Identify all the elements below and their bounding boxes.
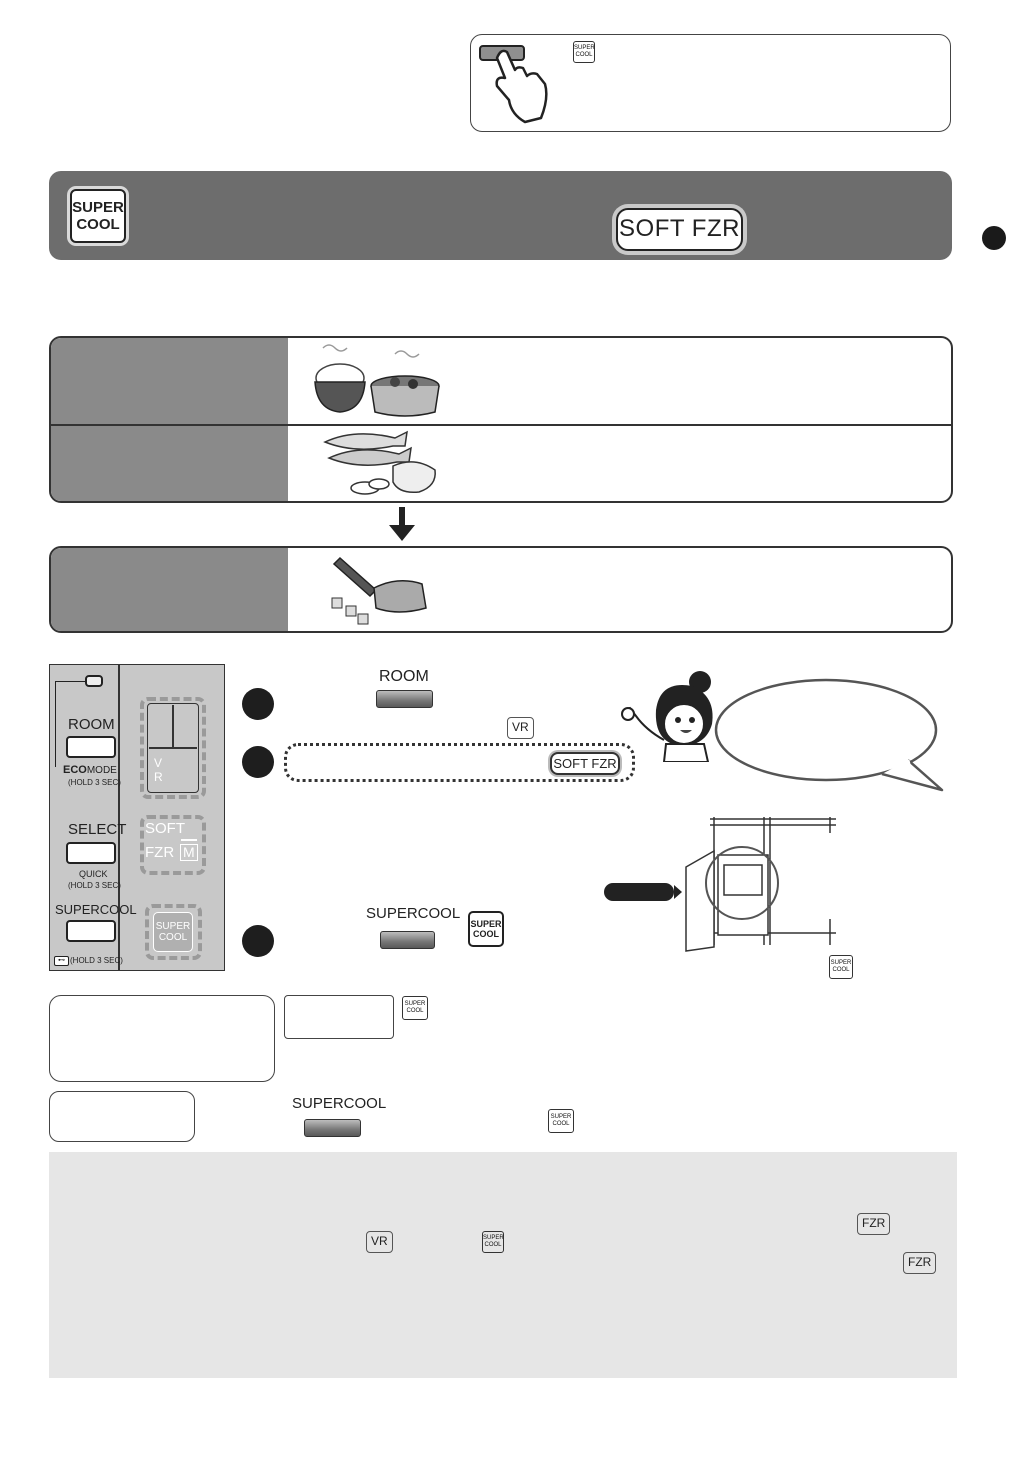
hot-food-illustration [305, 340, 450, 420]
supercool-display-icon [153, 912, 193, 952]
fzr-label-badge: FZR [903, 1252, 936, 1274]
step3-icon-line1: SUPER [470, 919, 502, 929]
banner-icon-line2: COOL [76, 216, 120, 233]
room-button-graphic [376, 690, 433, 708]
quick-label: QUICK [79, 869, 108, 879]
soft-fzr-badge: SOFT FZR [616, 208, 743, 251]
room-button-label: ROOM [379, 668, 429, 685]
supercool-icon [468, 911, 504, 947]
supercool-label: SUPERCOOL [55, 902, 137, 917]
vr-display-grid-h [149, 747, 197, 749]
note-box-small [49, 1091, 195, 1142]
section-bullet [982, 226, 1006, 250]
display-cool: COOL [158, 932, 188, 943]
supercool-icon [402, 996, 428, 1020]
select-button[interactable] [66, 842, 116, 864]
fzr-bar-indicator [181, 839, 197, 841]
eco-mode-label [63, 764, 117, 776]
cutting-meat-illustration [318, 550, 440, 628]
supercool-icon [482, 1231, 504, 1253]
cancel-icon-line1: SUPER [550, 1114, 572, 1120]
supercool-button-label: SUPERCOOL [292, 1095, 387, 1112]
soft-text: SOFT [145, 820, 185, 837]
step-1-marker [242, 688, 274, 720]
supercool-button[interactable] [66, 920, 116, 942]
lock-icon: ⊷ [54, 956, 69, 966]
fridge-icon-line1: SUPER [830, 960, 852, 966]
mode-text: MODE [86, 765, 117, 776]
fzr-text: FZR [145, 844, 175, 861]
v-letter: V [154, 756, 163, 770]
notes-icon-line2: COOL [484, 1242, 502, 1248]
fridge-illustration [604, 815, 840, 955]
select-label: SELECT [68, 821, 127, 838]
notes-icon-line1: SUPER [483, 1235, 504, 1241]
note-tag [284, 995, 394, 1039]
supercool-icon [548, 1109, 574, 1133]
soft-fzr-small-badge: SOFT FZR [550, 752, 620, 775]
r-letter: R [154, 770, 163, 784]
fzr-label-badge: FZR [857, 1213, 890, 1235]
supercool-button-graphic [304, 1119, 361, 1137]
supercool-banner [49, 171, 952, 260]
row-divider [51, 424, 951, 426]
supercool-icon [829, 955, 853, 979]
food-table-left-column [51, 338, 288, 501]
supercool-icon [70, 189, 126, 243]
hold-3-sec-label: (HOLD 3 SEC) [68, 881, 121, 890]
supercool-icon-line1: SUPER [574, 45, 595, 51]
note-icon-line1: SUPER [404, 1001, 426, 1007]
room-label: ROOM [68, 716, 115, 733]
supercool-icon [573, 41, 595, 63]
supercool-icon-line2: COOL [575, 52, 593, 58]
hold-3-sec-label: (HOLD 3 SEC) [70, 956, 123, 965]
finger-press-icon [475, 38, 555, 130]
vr-label-badge: VR [366, 1231, 393, 1253]
supercool-button-label: SUPERCOOL [366, 905, 461, 922]
display-super: SUPER [155, 921, 191, 932]
speech-bubble [712, 676, 950, 794]
notes-panel [49, 1152, 957, 1378]
note-icon-line2: COOL [406, 1008, 424, 1014]
food-table-lower-left-column [51, 548, 288, 631]
banner-icon-line1: SUPER [72, 199, 124, 216]
vr-label-badge: VR [507, 717, 534, 739]
room-button[interactable] [66, 736, 116, 758]
food-table-lower [49, 546, 953, 633]
fridge-icon-line2: COOL [832, 967, 850, 973]
cancel-icon-line2: COOL [552, 1121, 570, 1127]
fish-meat-illustration [315, 426, 445, 500]
step3-icon-line2: COOL [473, 929, 499, 939]
step-2-marker [242, 746, 274, 778]
note-box-large [49, 995, 275, 1082]
m-indicator: M [180, 844, 198, 861]
food-table-upper [49, 336, 953, 503]
supercool-button-graphic [380, 931, 435, 949]
indicator-led [85, 675, 103, 687]
step-3-marker [242, 925, 274, 957]
vr-display-grid-v [172, 705, 174, 749]
hold-3-sec-label: (HOLD 3 SEC) [68, 778, 121, 787]
eco-text: ECO [63, 764, 87, 776]
arrow-down-icon [389, 507, 415, 543]
control-panel-divider [118, 664, 120, 971]
